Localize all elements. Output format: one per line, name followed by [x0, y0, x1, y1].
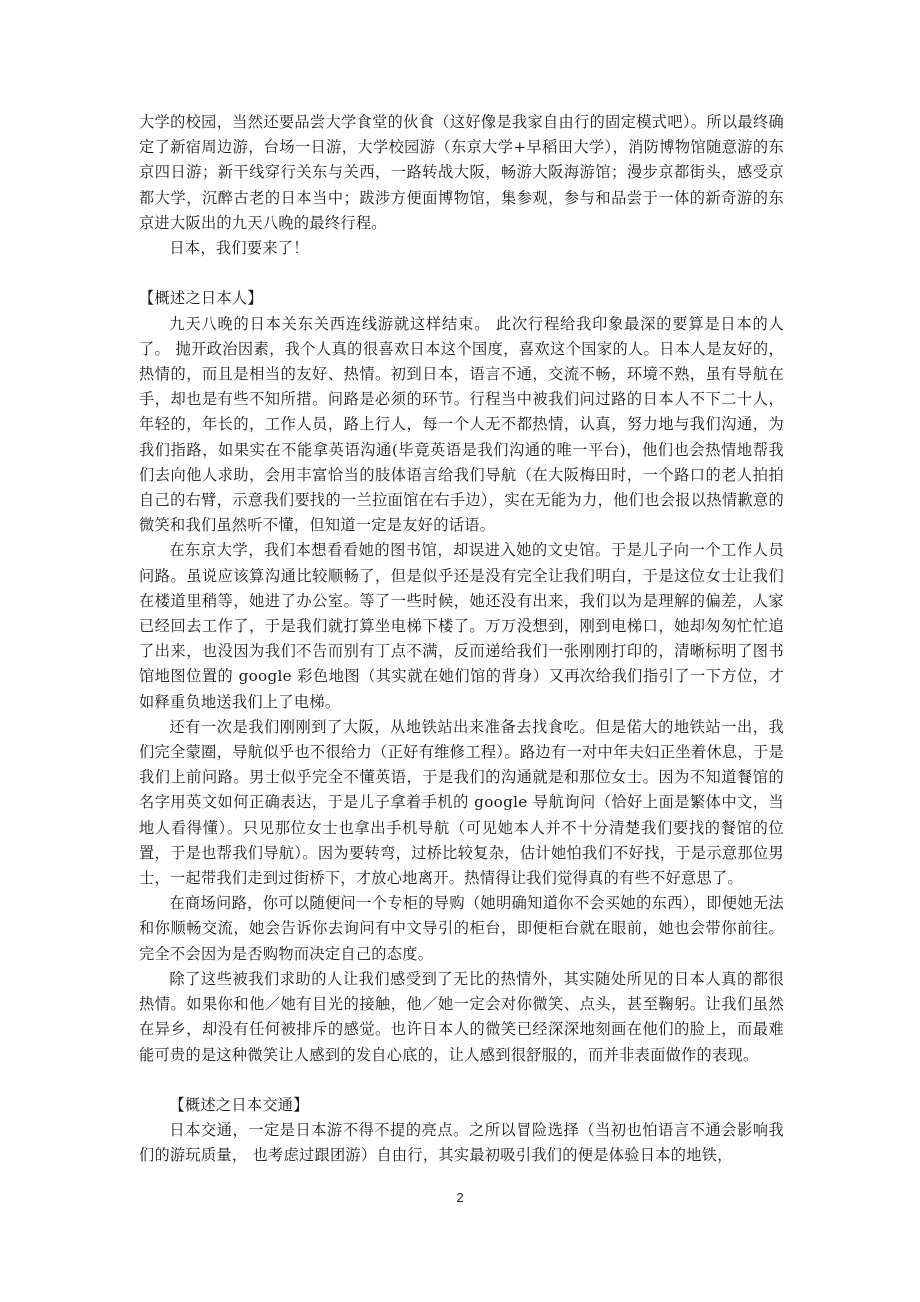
intro-paragraph: 大学的校园，当然还要品尝大学食堂的伙食（这好像是我家自由行的固定模式吧）。所以最终确定了新宿周边游，台场一日游，大学校园游（东京大学+早稻田大学），消防博物馆随意游的东京四日游；新干线穿行关东与关西，一路转战大阪，畅游大阪海游馆；漫步京都街头，感受京都大学，沉醉古老的日本当中；跋涉方便面博物馆，集参观，参与和品尝于一体的新奇游的东京进大阪出的九天八晚的最终行程。	[139, 113, 784, 232]
spacer	[139, 1068, 784, 1093]
section-heading-japanese-people: 【概述之日本人】	[139, 289, 263, 308]
paragraph: 还有一次是我们刚刚到了大阪，从地铁站出来准备去找食吃。但是偌大的地铁站一出，我们完全蒙圈，导航似乎也不很给力（正好有维修工程）。路边有一对中年夫妇正坐着休息，于是我们上前问路。男士似乎完全不懂英语，于是我们的沟通就是和那位女士。因为不知道餐馆的名字用英文如何正确表达，于是儿子拿着手机的 google 导航询问（恰好上面是繁体中文，当地人看得懂）。只见那位女士也拿出手机导航（可见她本人并不十分清楚我们要找的餐馆的位置，于是也帮我们导航）。因为要转弯，过桥比较复杂，估计她怕我们不好找，于是示意那位男士，一起带我们走到过街桥下，才放心地离开。热情得让我们觉得真的有些不好意思了。	[139, 717, 784, 888]
paragraph: 除了这些被我们求助的人让我们感受到了无比的热情外，其实随处所见的日本人真的都很热情。如果你和他／她有目光的接触，他／她一定会对你微笑、点头，甚至鞠躬。让我们虽然在异乡，却没有任何被排斥的感觉。也许日本人的微笑已经深深地刻画在他们的脸上，而最难能可贵的是这种微笑让人感到的发自心底的，让人感到很舒服的，而并非表面做作的表现。	[139, 969, 784, 1064]
closing-line: 日本，我们要来了！	[169, 239, 309, 258]
paragraph: 九天八晚的日本关东关西连线游就这样结束。 此次行程给我印象最深的要算是日本的人了。 抛开政治因素，我个人真的很喜欢日本这个国度，喜欢这个国家的人。日本人是友好的，热情的，而且是相当的友好、热情。初到日本，语言不通，交流不畅，环境不熟，虽有导航在手，却也是有些不知所措。问路是必须的环节。行程当中被我们问过路的日本人不下二十人，年轻的，年长的，工作人员，路上行人，每一个人无不都热情，认真，努力地与我们沟通，为我们指路，如果实在不能拿英语沟通(毕竟英语是我们沟通的唯一平台)，他们也会热情地帮我们去向他人求助，会用丰富恰当的肢体语言给我们导航（在大阪梅田时，一个路口的老人拍拍自己的右臂，示意我们要找的一兰拉面馆在右手边），实在无能为力，他们也会报以热情歉意的微笑和我们虽然听不懂，但知道一定是友好的话语。	[139, 314, 784, 535]
paragraph: 在东京大学，我们本想看看她的图书馆，却误进入她的文史馆。于是儿子向一个工作人员问路。虽说应该算沟通比较顺畅了，但是似乎还是没有完全让我们明白，于是这位女士让我们在楼道里稍等，她进了办公室。等了一些时候，她还没有出来，我们以为是理解的偏差，人家已经回去工作了，于是我们就打算坐电梯下楼了。万万没想到，刚到电梯口，她却匆匆忙忙追了出来，也没因为我们不告而别有丁点不满，反而递给我们一张刚刚打印的，清晰标明了图书馆地图位置的 google 彩色地图（其实就在她们馆的背身）又再次给我们指引了一下方位，才如释重负地送我们上了电梯。	[139, 541, 784, 711]
paragraph: 日本交通，一定是日本游不得不提的亮点。之所以冒险选择（当初也怕语言不通会影响我们的游玩质量， 也考虑过跟团游）自由行，其实最初吸引我们的便是体验日本的地铁，	[139, 1121, 784, 1165]
document-body	[139, 110, 784, 1169]
page-number: 2	[456, 1190, 464, 1205]
paragraph: 在商场问路，你可以随便问一个专柜的导购（她明确知道你不会买她的东西），即便她无法和你顺畅交流，她会告诉你去询问有中文导引的柜台，即便柜台就在眼前，她也会带你前往。完全不会因为是否购物而决定自己的态度。	[139, 894, 784, 963]
spacer	[139, 261, 784, 286]
section-heading-japanese-transport: 【概述之日本交通】	[169, 1095, 309, 1114]
